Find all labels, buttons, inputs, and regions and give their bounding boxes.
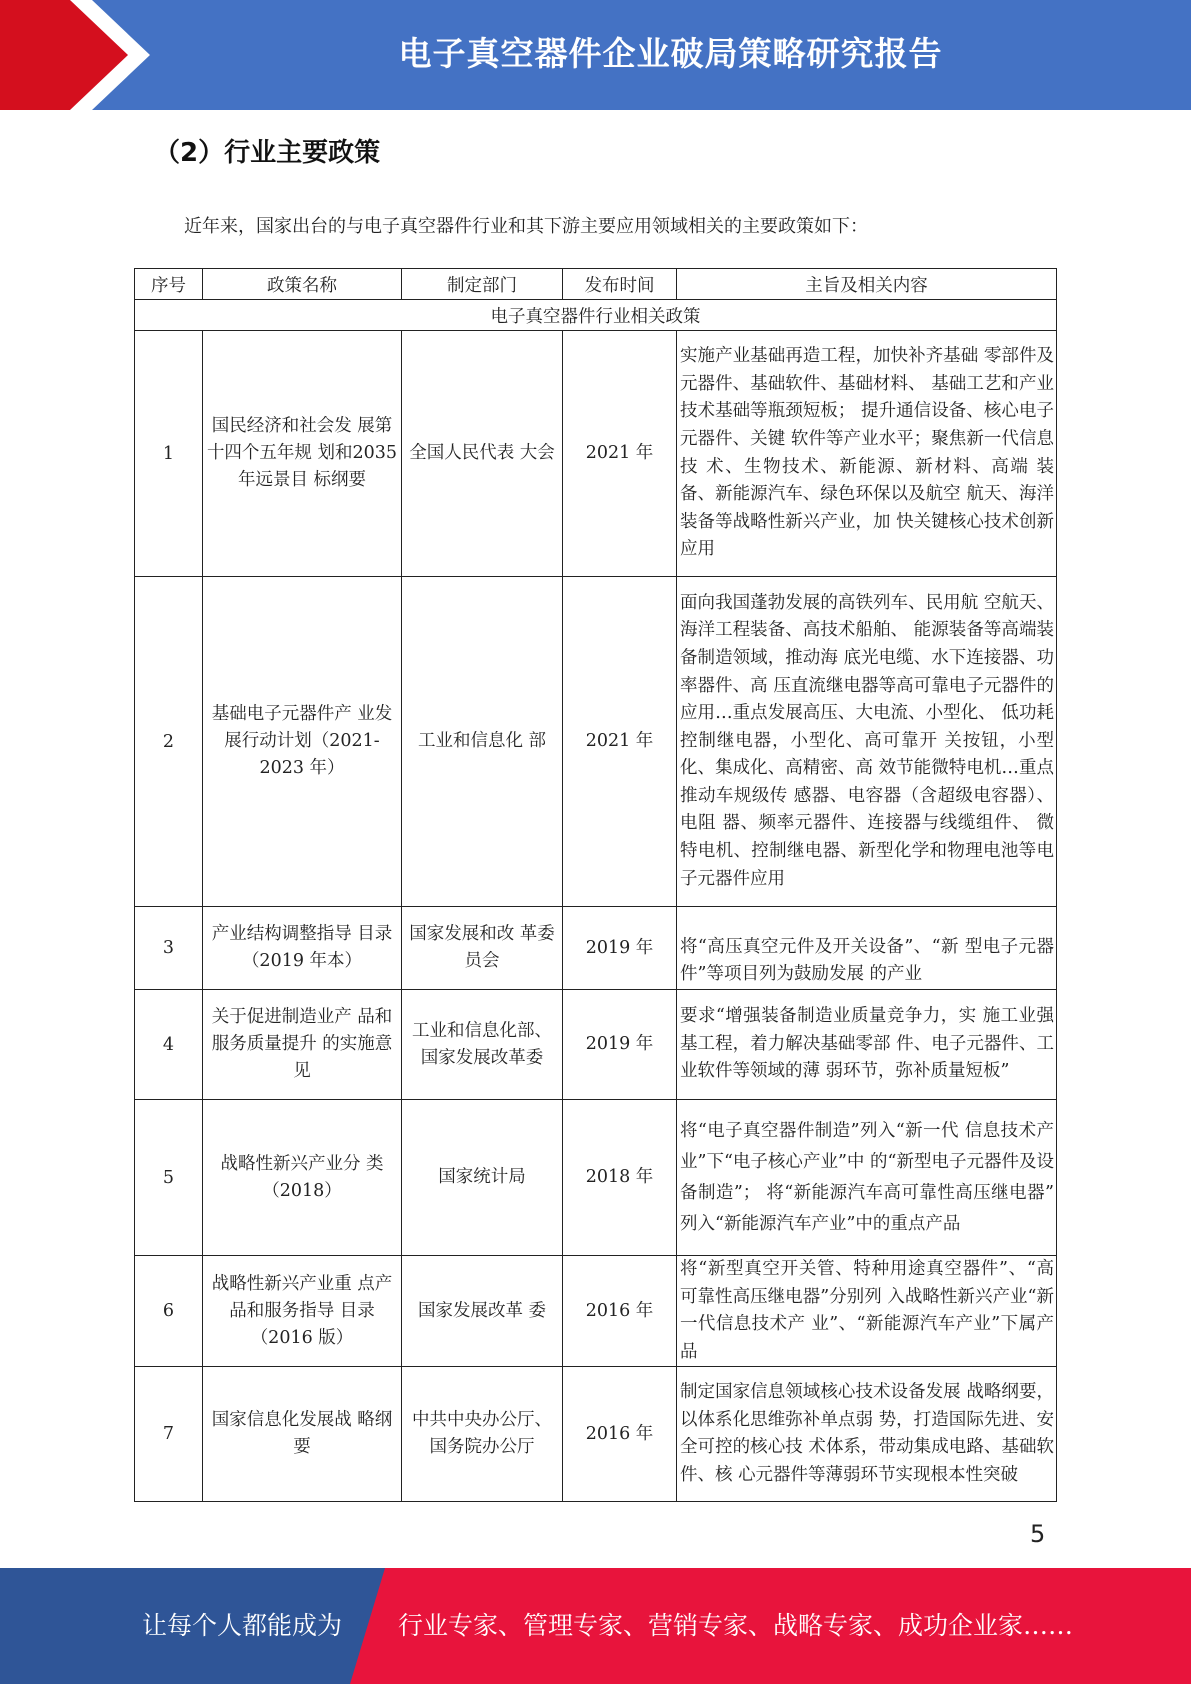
report-title: 电子真空器件企业破局策略研究报告: [398, 34, 943, 73]
section-title: （2）行业主要政策: [154, 138, 381, 168]
header-dept: 制定部门: [402, 269, 563, 300]
row-policy-name: 国民经济和社会发 展第十四个五年规 划和2035年远景目 标纲要: [203, 331, 402, 577]
table-row: [135, 1100, 1057, 1256]
header-content: 主旨及相关内容: [677, 269, 1057, 300]
row-dept: 国家统计局: [402, 1100, 563, 1256]
header-name: 政策名称: [203, 269, 402, 300]
row-date: 2019 年: [563, 907, 677, 990]
table-row: [135, 331, 1057, 577]
row-dept: 国家发展和改 革委员会: [402, 907, 563, 990]
header-no: 序号: [135, 269, 203, 300]
category-label: 电子真空器件行业相关政策: [135, 300, 1057, 331]
table-row: [135, 990, 1057, 1100]
row-dept: 全国人民代表 大会: [402, 331, 563, 577]
policy-table: [134, 268, 1057, 1502]
table-row: [135, 1367, 1057, 1502]
row-content: 将“高压真空元件及开关设备”、“新 型电子元器件”等项目列为鼓励发展 的产业: [677, 907, 1057, 990]
row-policy-name: 战略性新兴产业分 类（2018）: [203, 1100, 402, 1256]
table-header-row: [135, 269, 1057, 300]
row-no: 3: [135, 907, 203, 990]
row-dept: 中共中央办公厅、国务院办公厅: [402, 1367, 563, 1502]
row-content: 将“新型真空开关管、特种用途真空器件”、“高可靠性高压继电器”分别列 入战略性新兴产业“新一代信息技术产 业”、“新能源汽车产业”下属产品: [677, 1256, 1057, 1367]
row-policy-name: 产业结构调整指导 目录（2019 年本）: [203, 907, 402, 990]
row-content: 将“电子真空器件制造”列入“新一代 信息技术产业”下“电子核心产业”中 的“新型电子元器件及设备制造”； 将“新能源汽车高可靠性高压继电器” 列入“新能源汽车产业”中的重点产品: [677, 1100, 1057, 1256]
row-dept: 国家发展改革 委: [402, 1256, 563, 1367]
page-header: [0, 0, 1191, 110]
row-date: 2019 年: [563, 990, 677, 1100]
row-date: 2021 年: [563, 577, 677, 907]
row-content: 面向我国蓬勃发展的高铁列车、民用航 空航天、海洋工程装备、高技术船舶、 能源装备等高端装备制造领域，推动海 底光电缆、水下连接器、功率器件、高 压直流继电器等高可靠电子元器件的 应用…重点发展高压、大电流、小型化、 低功耗控制继电器，小型化、高可靠开 关按钮，小型化、集成化、高精密、高 效节能微特电机…重点推动车规级传 感器、电容器（含超级电容器）、电阻 器、频率元器件、连接器与线缆组件、 微特电机、控制继电器、新型化学和物理电池等电子元器件应用: [677, 577, 1057, 907]
header-date: 发布时间: [563, 269, 677, 300]
row-date: 2018 年: [563, 1100, 677, 1256]
row-policy-name: 基础电子元器件产 业发展行动计划（2021-2023 年）: [203, 577, 402, 907]
row-dept: 工业和信息化 部: [402, 577, 563, 907]
row-date: 2021 年: [563, 331, 677, 577]
footer-slogan-right: 行业专家、管理专家、营销专家、战略专家、成功企业家……: [398, 1611, 1074, 1640]
row-dept: 工业和信息化部、国家发展改革委: [402, 990, 563, 1100]
row-policy-name: 战略性新兴产业重 点产品和服务指导 目录（2016 版）: [203, 1256, 402, 1367]
row-no: 5: [135, 1100, 203, 1256]
page-number: 5: [1030, 1520, 1046, 1548]
table-row: [135, 1256, 1057, 1367]
row-date: 2016 年: [563, 1367, 677, 1502]
row-content: 实施产业基础再造工程，加快补齐基础 零部件及元器件、基础软件、基础材料、 基础工艺和产业技术基础等瓶颈短板； 提升通信设备、核心电子元器件、关键 软件等产业水平；聚焦新一代信息技 术、生物技术、新能源、新材料、高端 装备、新能源汽车、绿色环保以及航空 航天、海洋装备等战略性新兴产业，加 快关键核心技术创新应用: [677, 331, 1057, 577]
row-no: 6: [135, 1256, 203, 1367]
row-content: 制定国家信息领域核心技术设备发展 战略纲要，以体系化思维弥补单点弱 势，打造国际先进、安全可控的核心技 术体系，带动集成电路、基础软件、核 心元器件等薄弱环节实现根本性突破: [677, 1367, 1057, 1502]
row-no: 7: [135, 1367, 203, 1502]
category-row: [135, 300, 1057, 331]
row-content: 要求“增强装备制造业质量竞争力，实 施工业强基工程，着力解决基础零部 件、电子元器件、工业软件等领域的薄 弱环节，弥补质量短板”: [677, 990, 1057, 1100]
row-policy-name: 关于促进制造业产 品和服务质量提升 的实施意见: [203, 990, 402, 1100]
row-date: 2016 年: [563, 1256, 677, 1367]
intro-paragraph: 近年来，国家出台的与电子真空器件行业和其下游主要应用领域相关的主要政策如下：: [184, 216, 868, 237]
footer-slogan-left: 让每个人都能成为: [142, 1611, 343, 1640]
row-no: 1: [135, 331, 203, 577]
row-no: 4: [135, 990, 203, 1100]
row-no: 2: [135, 577, 203, 907]
table-row: [135, 577, 1057, 907]
page-footer: [0, 1568, 1191, 1684]
table-row: [135, 907, 1057, 990]
row-policy-name: 国家信息化发展战 略纲要: [203, 1367, 402, 1502]
